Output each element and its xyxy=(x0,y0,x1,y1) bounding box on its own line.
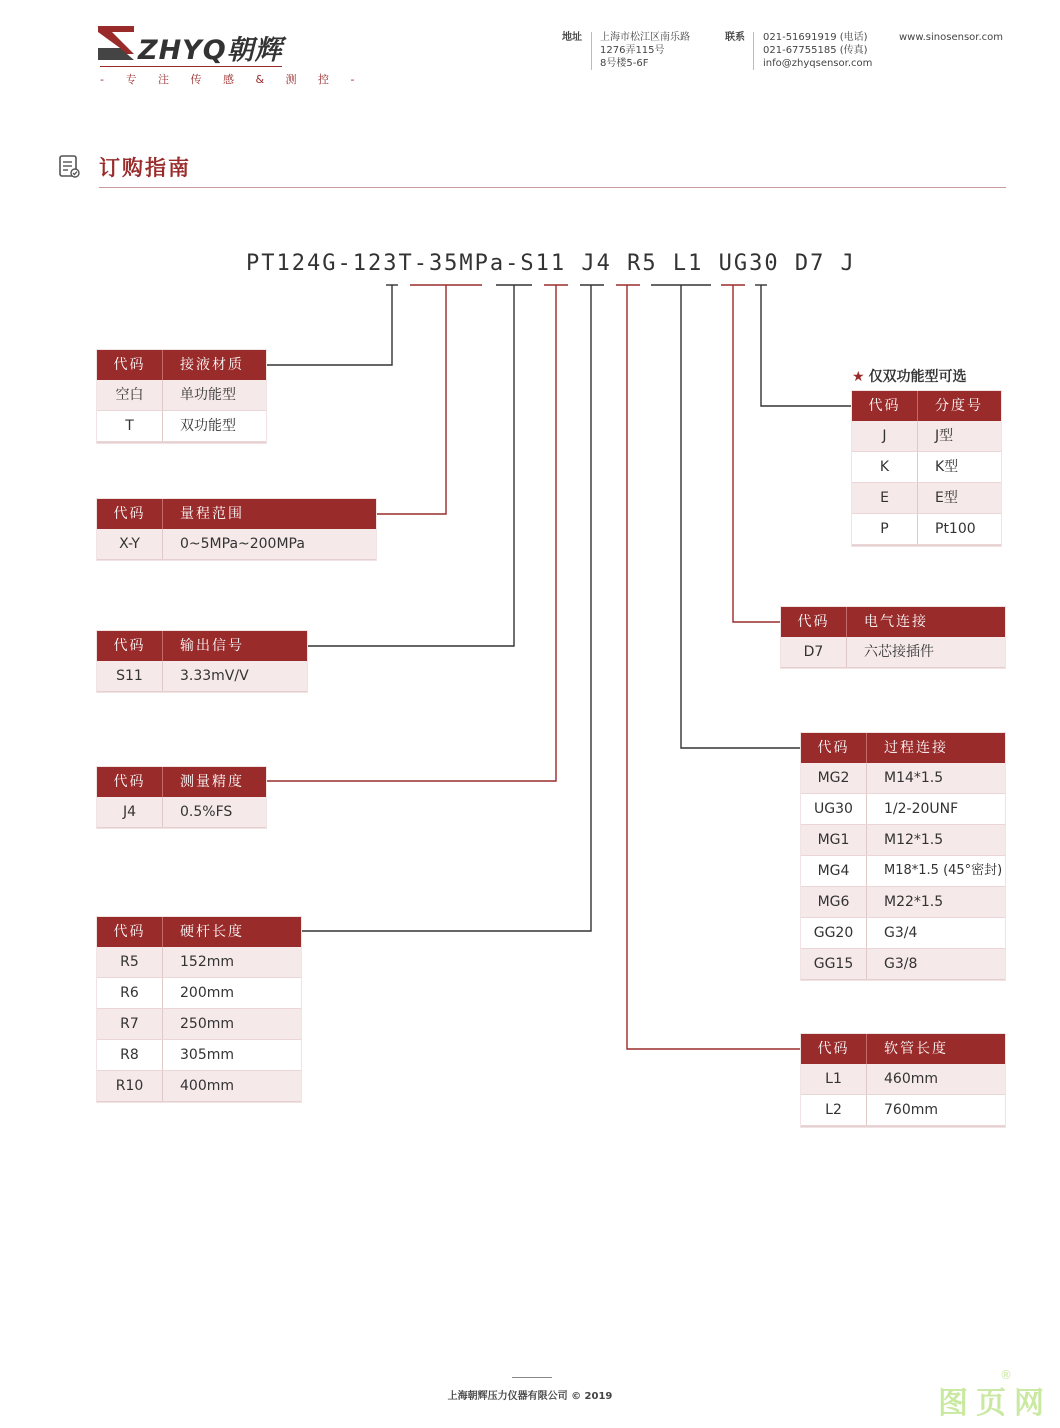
table-row xyxy=(801,887,1005,917)
header-code: 代码 xyxy=(97,631,163,661)
row-code: L1 xyxy=(801,1064,867,1094)
row-code: R6 xyxy=(97,978,163,1008)
header-desc: 电气连接 xyxy=(864,614,928,630)
row-desc: 250mm xyxy=(180,1016,234,1032)
registered-icon: ® xyxy=(1000,1368,1012,1382)
table-row xyxy=(97,977,301,1009)
row-code: X-Y xyxy=(97,529,163,559)
star-icon: ★ xyxy=(852,369,865,385)
row-desc: 760mm xyxy=(884,1102,938,1118)
row-code: R10 xyxy=(97,1071,163,1101)
row-code: J4 xyxy=(97,797,163,827)
header-desc: 软管长度 xyxy=(884,1041,948,1057)
row-desc: M14*1.5 xyxy=(884,770,944,786)
header-code: 代码 xyxy=(801,1034,867,1064)
table-header-row xyxy=(852,391,1001,421)
table-row xyxy=(801,917,1005,949)
row-code: UG30 xyxy=(801,794,867,824)
table-row xyxy=(97,1039,301,1071)
header-desc: 硬杆长度 xyxy=(180,924,244,940)
output-table xyxy=(97,631,307,692)
row-code: R8 xyxy=(97,1040,163,1070)
header-desc: 输出信号 xyxy=(180,638,244,654)
table-row xyxy=(852,483,1001,513)
watermark: 图页网 xyxy=(938,1386,1052,1421)
table-row xyxy=(852,421,1001,451)
table-row xyxy=(801,1064,1005,1094)
accuracy-table xyxy=(97,767,266,828)
row-desc: E型 xyxy=(935,490,958,506)
header-code: 代码 xyxy=(852,391,918,421)
contact-label: 联系 xyxy=(725,32,745,43)
row-desc: M22*1.5 xyxy=(884,894,944,910)
row-code: T xyxy=(97,411,163,441)
material-table xyxy=(97,350,266,443)
model-code: PT124G-123T-35MPa-S11 J4 R5 L1 UG30 D7 J xyxy=(246,251,856,276)
row-code: MG1 xyxy=(801,825,867,855)
address-text: 上海市松江区南乐路 1276弄115号 8号楼5-6F xyxy=(600,32,690,69)
row-desc: 0.5%FS xyxy=(180,804,233,820)
row-code: J xyxy=(852,421,918,451)
row-code: MG6 xyxy=(801,887,867,917)
header-desc: 接液材质 xyxy=(180,357,244,373)
header-desc: 量程范围 xyxy=(180,506,244,522)
table-row xyxy=(801,793,1005,825)
process-connection-table xyxy=(801,733,1005,980)
row-code: L2 xyxy=(801,1095,867,1125)
table-row xyxy=(97,947,301,977)
row-code: MG4 xyxy=(801,856,867,886)
hose-length-table xyxy=(801,1034,1005,1127)
footer-divider xyxy=(512,1377,552,1378)
table-row xyxy=(97,1071,301,1101)
row-desc: 0~5MPa~200MPa xyxy=(180,536,305,552)
row-desc: 200mm xyxy=(180,985,234,1001)
logo-wordmark[interactable]: ZHYQ朝辉 xyxy=(138,35,283,66)
table-header-row xyxy=(97,631,307,661)
table-row xyxy=(801,855,1005,887)
row-desc: 305mm xyxy=(180,1047,234,1063)
header-code: 代码 xyxy=(97,350,163,380)
table-row xyxy=(97,410,266,442)
row-desc: 六芯接插件 xyxy=(864,644,934,660)
row-desc: 460mm xyxy=(884,1071,938,1087)
table-row xyxy=(852,451,1001,483)
table-header-row xyxy=(801,1034,1005,1064)
row-code: E xyxy=(852,483,918,513)
row-desc: 152mm xyxy=(180,954,234,970)
table-row xyxy=(97,797,266,827)
table-row xyxy=(781,637,1005,667)
row-code: R5 xyxy=(97,947,163,977)
row-code: S11 xyxy=(97,661,163,691)
row-code: GG20 xyxy=(801,918,867,948)
header-desc: 过程连接 xyxy=(884,740,948,756)
row-code: D7 xyxy=(781,637,847,667)
header-code: 代码 xyxy=(97,917,163,947)
row-desc: 400mm xyxy=(180,1078,234,1094)
website-link[interactable]: www.sinosensor.com xyxy=(899,32,1003,43)
graduation-table xyxy=(852,391,1001,546)
table-row xyxy=(801,825,1005,855)
table-row xyxy=(852,513,1001,545)
note-text: 仅双功能型可选 xyxy=(868,369,967,385)
range-table xyxy=(97,499,376,560)
table-header-row xyxy=(781,607,1005,637)
row-desc: 单功能型 xyxy=(180,387,236,403)
table-row xyxy=(97,380,266,410)
row-code: P xyxy=(852,514,918,544)
contact-text[interactable]: 021-51691919 (电话) 021-67755185 (传真) info@zhyqsensor.com xyxy=(763,32,873,69)
row-desc: K型 xyxy=(935,459,959,475)
page-title: 订购指南 xyxy=(99,156,191,180)
row-code: MG2 xyxy=(801,763,867,793)
row-code: GG15 xyxy=(801,949,867,979)
table-header-row xyxy=(801,733,1005,763)
row-desc: 双功能型 xyxy=(180,418,236,434)
header-code: 代码 xyxy=(97,499,163,529)
table-row xyxy=(97,1009,301,1039)
row-code: K xyxy=(852,452,918,482)
table-row xyxy=(801,763,1005,793)
table-row xyxy=(97,661,307,691)
address-label: 地址 xyxy=(562,32,582,43)
rod-length-table xyxy=(97,917,301,1102)
row-code: R7 xyxy=(97,1009,163,1039)
logo-tagline: - 专 注 传 感 & 测 控 - xyxy=(100,73,364,86)
row-desc: 3.33mV/V xyxy=(180,668,249,684)
table-header-row xyxy=(97,350,266,380)
table-header-row xyxy=(97,917,301,947)
table-row xyxy=(801,1094,1005,1126)
header-desc: 分度号 xyxy=(935,398,983,414)
row-desc: J型 xyxy=(935,428,954,444)
row-desc: Pt100 xyxy=(935,521,976,537)
row-desc: M12*1.5 xyxy=(884,832,944,848)
row-code: 空白 xyxy=(97,380,163,410)
table-header-row xyxy=(97,499,376,529)
electrical-table xyxy=(781,607,1005,668)
header-code: 代码 xyxy=(801,733,867,763)
header-code: 代码 xyxy=(781,607,847,637)
row-desc: G3/4 xyxy=(884,925,918,941)
optional-note xyxy=(852,366,967,386)
footer-copyright: 上海朝辉压力仪器有限公司 © 2019 xyxy=(447,1391,613,1402)
row-desc: M18*1.5 (45°密封) xyxy=(884,863,1003,878)
row-desc: 1/2-20UNF xyxy=(884,801,959,817)
table-row xyxy=(801,949,1005,979)
header-desc: 测量精度 xyxy=(180,774,244,790)
table-header-row xyxy=(97,767,266,797)
table-row xyxy=(97,529,376,559)
row-desc: G3/8 xyxy=(884,956,918,972)
header-code: 代码 xyxy=(97,767,163,797)
